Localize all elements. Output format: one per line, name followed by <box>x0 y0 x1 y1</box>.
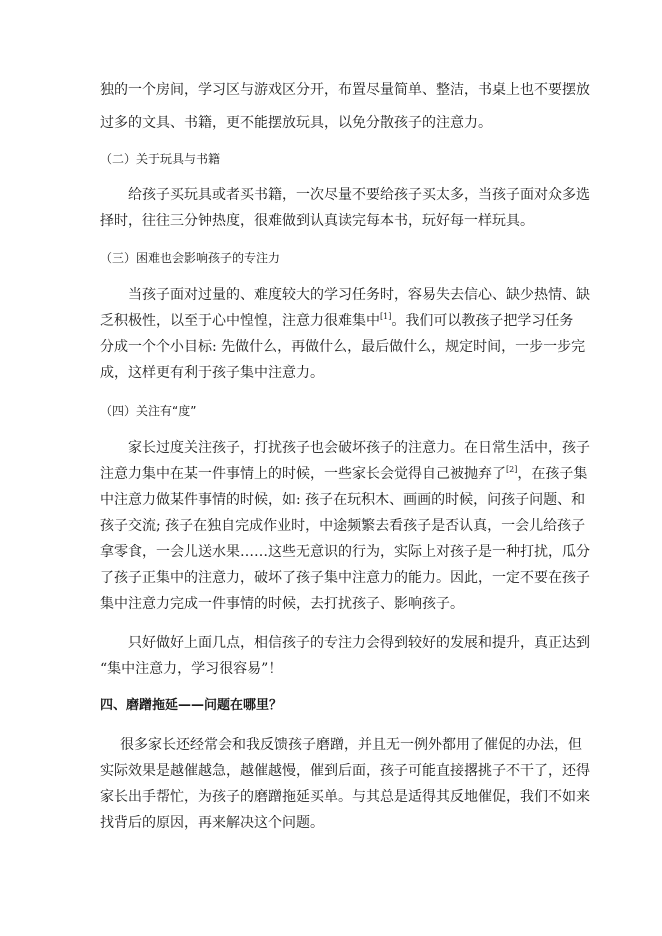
body-text-line: 当孩子面对过量的、难度较大的学习任务时，容易失去信心、缺少热情、缺 <box>128 287 590 303</box>
body-text-line: 集中注意力完成一件事情的时候，去打扰孩子、影响孩子。 <box>100 596 464 612</box>
section-heading-attention: （四）关注有“度” <box>100 404 197 418</box>
citation-ref: [2] <box>506 465 518 474</box>
section-heading-difficulty: （三）困难也会影响孩子的专注力 <box>100 251 281 265</box>
body-text-line: 拿零食，一会儿送水果……这些无意识的行为，实际上对孩子是一种打扰，瓜分 <box>100 544 590 560</box>
citation-ref: [1] <box>380 312 392 321</box>
body-text-segment: 乏积极性，以至于心中惶惶，注意力很难集中 <box>100 313 380 329</box>
body-text-segment: 。我们可以教孩子把学习任务 <box>391 313 574 329</box>
body-text-line: 给孩子买玩具或者买书籍，一次尽量不要给孩子买太多，当孩子面对众多选 <box>128 187 590 203</box>
body-text-line: 过多的文具、书籍，更不能摆放玩具，以免分散孩子的注意力。 <box>100 115 492 131</box>
body-text-line: 择时，往往三分钟热度，很难做到认真读完每本书，玩好每一样玩具。 <box>100 213 534 229</box>
body-text-line: 实际效果是越催越急，越催越慢，催到后面，孩子可能直接撂挑子不干了，还得 <box>100 763 590 779</box>
body-text-segment: ，在孩子集 <box>517 466 588 482</box>
body-text-line: 孩子交流; 孩子在独自完成作业时，中途频繁去看孩子是否认真，一会儿给孩子 <box>100 518 586 534</box>
body-text-line: 很多家长还经常会和我反馈孩子磨蹭，并且无一例外都用了催促的办法，但 <box>120 737 582 753</box>
body-text-line: 中注意力做某件事情的时候，如: 孩子在玩积木、画画的时候，问孩子问题、和 <box>100 492 586 508</box>
body-text-line <box>100 464 588 484</box>
body-text-line: 了孩子正集中的注意力，破坏了孩子集中注意力的能力。因此，一定不要在孩子 <box>100 570 590 586</box>
body-text-line: 只好做好上面几点，相信孩子的专注力会得到较好的发展和提升，真正达到 <box>128 635 590 651</box>
body-text-line: 独的一个房间，学习区与游戏区分开，布置尽量简单、整洁，书桌上也不要摆放 <box>100 82 590 98</box>
body-text-line: 分成一个个小目标: 先做什么，再做什么，最后做什么，规定时间，一步一步完 <box>100 339 586 355</box>
body-text-line: 家长过度关注孩子，打扰孩子也会破坏孩子的注意力。在日常生活中，孩子 <box>128 440 590 456</box>
body-text-line <box>100 311 580 331</box>
part-heading-procrastination: 四、磨蹭拖延——问题在哪里？ <box>100 698 283 713</box>
body-text-line: “集中注意力，学习很容易”！ <box>100 661 283 677</box>
body-text-line: 找背后的原因，再来解决这个问题。 <box>100 815 324 831</box>
section-heading-toys-books: （二）关于玩具与书籍 <box>100 152 221 166</box>
body-text-line: 家长出手帮忙，为孩子的磨蹭拖延买单。与其总是适得其反地催促，我们不如来 <box>100 789 590 805</box>
body-text-line: 成，这样更有利于孩子集中注意力。 <box>100 365 324 381</box>
body-text-segment: 注意力集中在某一件事情上的时候，一些家长会觉得自己被抛弃了 <box>100 466 506 482</box>
